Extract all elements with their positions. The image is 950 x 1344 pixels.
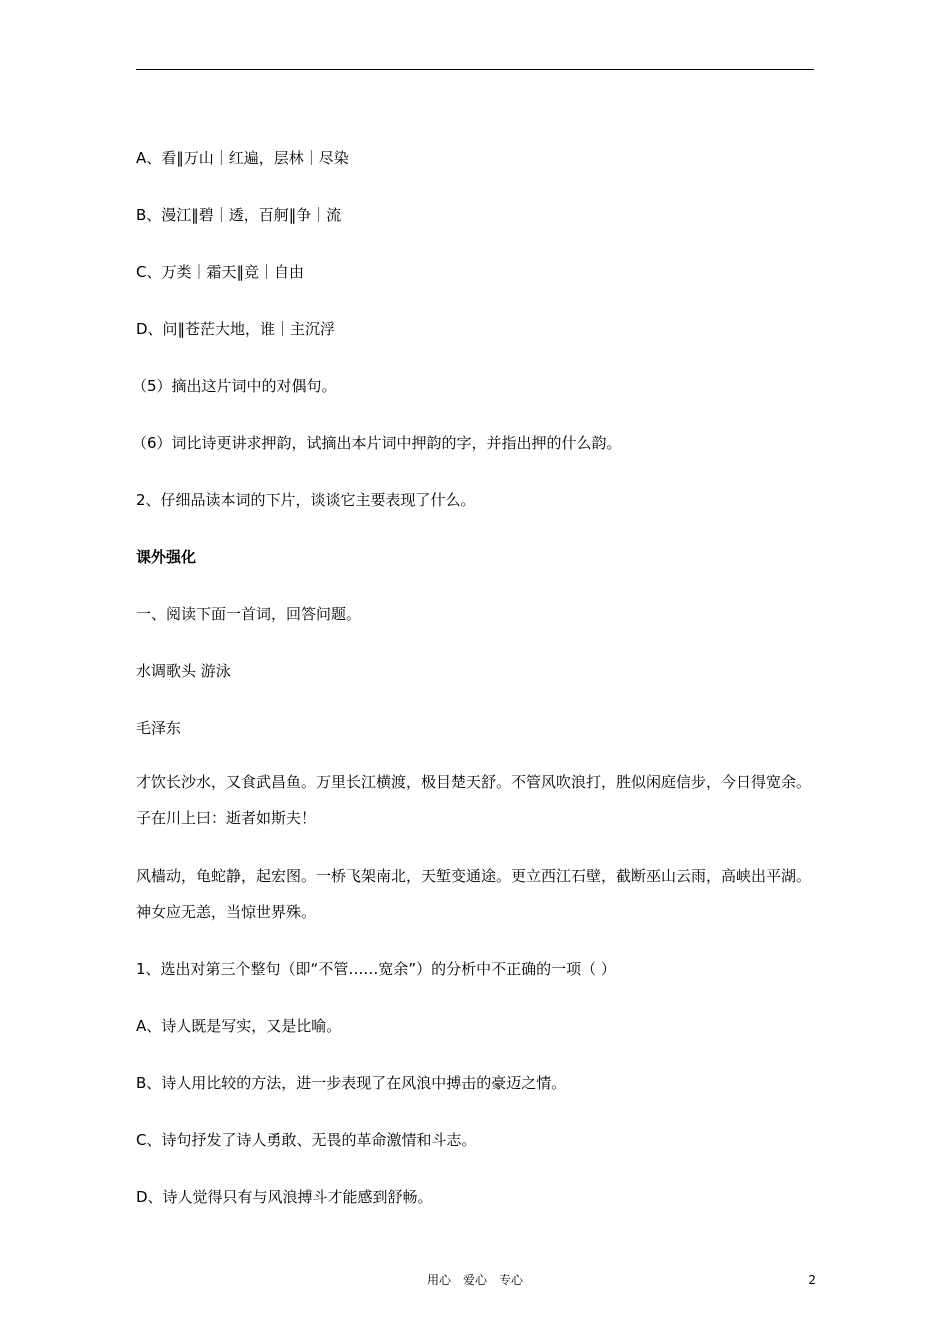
answer-option-c: C、诗句抒发了诗人勇敢、无畏的革命激情和斗志。 xyxy=(136,1131,477,1149)
poem-stanza-2: 风樯动，龟蛇静，起宏图。一桥飞架南北，天堑变通途。更立西江石壁，截断巫山云雨，高峡出平湖。神女应无恙，当惊世界殊。 xyxy=(136,867,812,921)
question-5: （5）摘出这片词中的对偶句。 xyxy=(132,377,337,395)
option-b: B、漫江‖碧｜透，百舸‖争｜流 xyxy=(136,206,342,224)
page-number: 2 xyxy=(808,1273,816,1287)
question-1: 1、选出对第三个整句（即“不管……宽余”）的分析中不正确的一项（ ） xyxy=(136,960,616,978)
section-title: 课外强化 xyxy=(136,548,197,566)
question-2: 2、仔细品读本词的下片，谈谈它主要表现了什么。 xyxy=(136,491,476,509)
poem-stanza-1: 才饮长沙水，又食武昌鱼。万里长江横渡，极目楚天舒。不管风吹浪打，胜似闲庭信步，今日得宽余。子在川上曰：逝者如斯夫！ xyxy=(136,773,812,827)
answer-option-a: A、诗人既是写实，又是比喻。 xyxy=(136,1017,342,1035)
poem-title: 水调歌头 游泳 xyxy=(136,662,231,680)
part-one-heading: 一、阅读下面一首词，回答问题。 xyxy=(136,605,362,623)
header-rule xyxy=(136,69,814,70)
answer-option-b: B、诗人用比较的方法，进一步表现了在风浪中搏击的豪迈之情。 xyxy=(136,1074,567,1092)
answer-option-d: D、诗人觉得只有与风浪搏斗才能感到舒畅。 xyxy=(136,1188,433,1206)
question-6: （6）词比诗更讲求押韵，试摘出本片词中押韵的字，并指出押的什么韵。 xyxy=(132,434,622,452)
option-d: D、问‖苍茫大地，谁｜主沉浮 xyxy=(136,320,336,338)
poem-author: 毛泽东 xyxy=(136,719,182,737)
option-c: C、万类｜霜天‖竞｜自由 xyxy=(136,263,304,281)
footer-motto: 用心 爱心 专心 xyxy=(426,1273,523,1287)
option-a: A、看‖万山｜红遍，层林｜尽染 xyxy=(136,149,349,167)
